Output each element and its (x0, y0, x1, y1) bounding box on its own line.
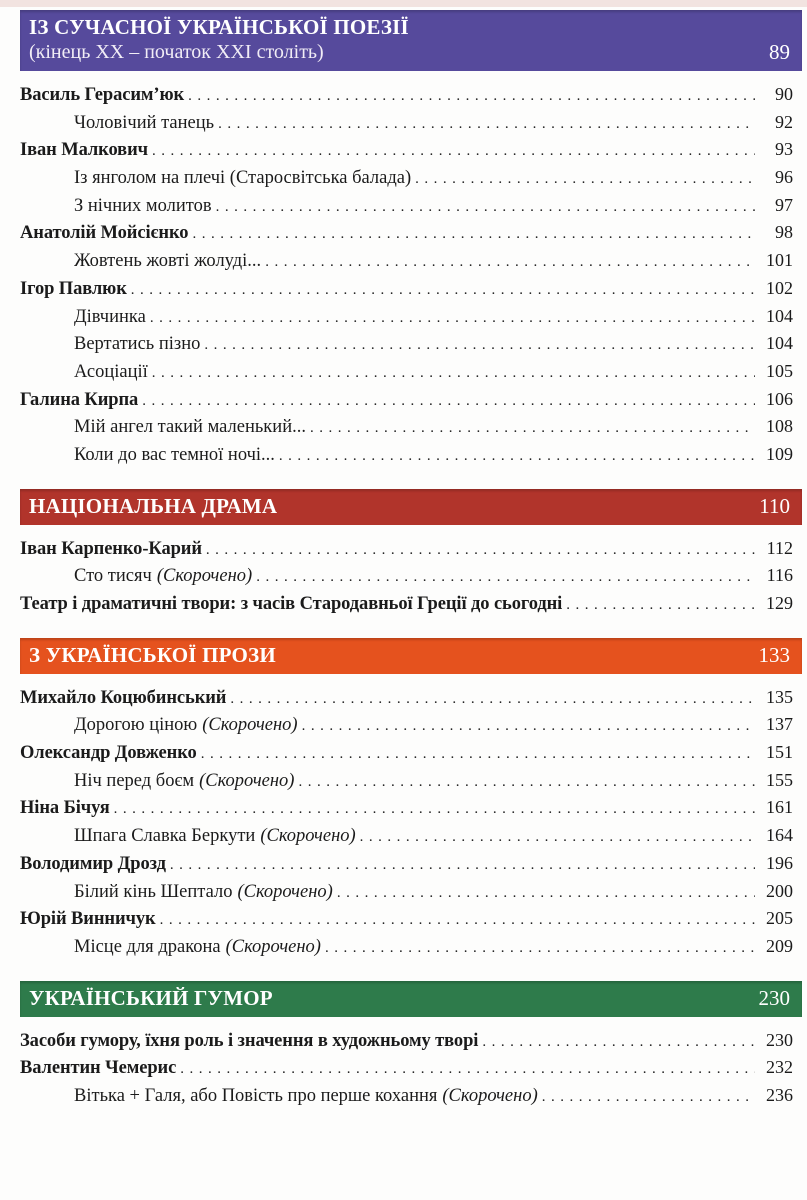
dot-leader (265, 248, 755, 277)
entry-page-number: 232 (766, 1057, 793, 1078)
scan-edge-artifact (0, 0, 807, 7)
entry-title: Дорогою ціною (Скорочено) (74, 715, 298, 736)
entry-title: Вітька + Галя, або Повість про перше кохання (Скорочено) (74, 1085, 538, 1106)
toc-entry (20, 1082, 793, 1110)
entry-title: Жовтень жовті жолуді... (74, 251, 262, 272)
entry-title-note: (Скорочено) (237, 881, 333, 902)
section-subtitle: (кінець XX – початок XXI століть) (29, 41, 324, 63)
entry-page-number: 209 (766, 935, 793, 956)
entry-page-number: 236 (766, 1084, 793, 1105)
entry-page-number: 97 (775, 194, 793, 215)
dot-leader (204, 331, 755, 360)
toc-entry (20, 303, 793, 331)
entry-title-note: (Скорочено) (260, 826, 356, 847)
section-title: ІЗ СУЧАСНОЇ УКРАЇНСЬКОЇ ПОЕЗІЇ (29, 15, 409, 39)
dot-leader (256, 563, 755, 592)
toc-entry (20, 794, 793, 822)
toc-entry (20, 711, 793, 739)
entry-page-number: 151 (766, 742, 793, 763)
entry-page-number: 104 (766, 305, 793, 326)
entry-title: Дівчинка (74, 306, 146, 327)
section-header-suchasna-poeziya (20, 10, 802, 71)
entry-page-number: 108 (766, 416, 793, 437)
entry-title-note: (Скорочено) (156, 566, 253, 587)
toc-entry (20, 192, 793, 220)
toc-entry (20, 275, 793, 303)
entry-page-number: 161 (766, 797, 793, 818)
entry-page-number: 116 (766, 565, 793, 586)
entry-page-number: 102 (766, 277, 793, 298)
entry-title-note: (Скорочено) (442, 1085, 538, 1106)
entry-page-number: 230 (766, 1029, 793, 1050)
toc-entry (20, 164, 793, 192)
dot-leader (360, 823, 755, 852)
section-title: НАЦІОНАЛЬНА ДРАМА (29, 493, 278, 518)
entry-title: Місце для дракона (Скорочено) (74, 936, 321, 957)
entry-title: Ігор Павлюк (20, 278, 127, 299)
entry-title: Вертатись пізно (74, 334, 201, 355)
entry-title: Засоби гумору, їхня роль і значення в художньому творі (20, 1030, 479, 1051)
dot-leader (188, 82, 755, 111)
toc-entry (20, 933, 793, 961)
dot-leader (337, 879, 755, 908)
entry-title: Іван Малкович (20, 140, 148, 161)
entry-title: Сто тисяч (Скорочено) (74, 566, 253, 587)
toc-entry (20, 878, 793, 906)
toc-entry (20, 441, 793, 469)
dot-leader (482, 1028, 755, 1057)
dot-leader (206, 536, 755, 565)
entry-title: Валентин Чемерис (20, 1058, 177, 1079)
dot-leader (192, 220, 755, 249)
toc-entry (20, 767, 793, 795)
dot-leader (142, 387, 755, 416)
entry-title: Шпага Славка Беркути (Скорочено) (74, 826, 356, 847)
section-entries-ukrainska-proza (20, 684, 793, 961)
entry-title: Із янголом на плечі (Старосвітська балада) (74, 168, 412, 189)
entry-page-number: 155 (766, 769, 793, 790)
toc-entry (20, 136, 793, 164)
entry-title-note: (Скорочено) (202, 715, 298, 736)
dot-leader (230, 685, 755, 714)
entry-title: Асоціації (74, 361, 148, 382)
entry-page-number: 129 (766, 593, 793, 613)
toc-entry (20, 109, 793, 137)
entry-page-number: 92 (775, 111, 793, 132)
dot-leader (152, 359, 755, 388)
toc-entry (20, 562, 793, 590)
dot-leader (325, 934, 755, 963)
entry-page-number: 106 (766, 388, 793, 409)
toc-entry (20, 684, 793, 712)
dot-leader (180, 1055, 755, 1084)
toc-entry (20, 330, 793, 358)
entry-page-number: 200 (766, 880, 793, 901)
section-page-number: 110 (759, 493, 790, 518)
toc-entry (20, 358, 793, 386)
entry-page-number: 137 (766, 714, 793, 735)
dot-leader (216, 193, 755, 222)
dot-leader (218, 110, 755, 139)
dot-leader (298, 768, 755, 797)
section-page-number: 89 (769, 40, 790, 64)
dot-leader (114, 795, 755, 824)
section-page-number: 133 (758, 642, 790, 667)
entry-page-number: 96 (775, 167, 793, 188)
entry-title: Ніч перед боєм (Скорочено) (74, 770, 295, 791)
dot-leader (310, 414, 755, 443)
toc-entry (20, 739, 793, 767)
toc-entry (20, 247, 793, 275)
entry-title: З нічних молитов (74, 195, 212, 216)
section-header-natsionalna-drama (20, 489, 802, 525)
dot-leader (150, 304, 755, 333)
entry-title-note: (Скорочено) (225, 936, 321, 957)
toc-entry (20, 822, 793, 850)
dot-leader (279, 442, 755, 471)
dot-leader (152, 137, 755, 166)
entry-page-number: 135 (766, 686, 793, 707)
toc-entry (20, 81, 793, 109)
toc-entry (20, 219, 793, 247)
entry-page-number: 93 (775, 139, 793, 160)
toc-entry (20, 905, 793, 933)
toc-entry (20, 386, 793, 414)
entry-page-number: 90 (775, 84, 793, 104)
toc-entry (20, 850, 793, 878)
entry-title-note: (Скорочено) (199, 770, 295, 791)
dot-leader (160, 906, 755, 935)
toc-entry (20, 535, 793, 563)
dot-leader (131, 276, 755, 305)
section-entries-natsionalna-drama (20, 535, 793, 618)
section-page-number: 230 (758, 985, 790, 1010)
dot-leader (302, 712, 755, 741)
entry-page-number: 164 (766, 825, 793, 846)
dot-leader (566, 591, 755, 620)
section-entries-suchasna-poeziya (20, 81, 793, 469)
section-header-titles (29, 14, 409, 65)
entry-page-number: 196 (766, 852, 793, 873)
entry-title: Білий кінь Шептало (Скорочено) (74, 881, 333, 902)
entry-title: Коли до вас темної ночі... (74, 444, 275, 465)
toc-entry (20, 590, 793, 618)
toc-entry (20, 1054, 793, 1082)
entry-title: Галина Кирпа (20, 389, 139, 410)
section-header-ukrainska-proza (20, 638, 802, 674)
entry-title: Театр і драматичні твори: з часів Стародавньої Греції до сьогодні (20, 594, 563, 614)
toc-entry (20, 1027, 793, 1055)
entry-page-number: 105 (766, 360, 793, 381)
entry-page-number: 205 (766, 908, 793, 929)
section-header-titles (29, 493, 277, 519)
section-entries-ukrainskyi-humor (20, 1027, 793, 1110)
entry-page-number: 109 (766, 443, 793, 464)
entry-title: Ніна Бічуя (20, 798, 110, 819)
entry-page-number: 104 (766, 333, 793, 354)
dot-leader (542, 1083, 755, 1112)
entry-page-number: 98 (775, 222, 793, 243)
entry-title: Мій ангел такий маленький... (74, 417, 306, 438)
dot-leader (201, 740, 755, 769)
toc-sections (0, 10, 807, 1110)
entry-title: Володимир Дрозд (20, 853, 166, 874)
entry-title: Юрій Винничук (20, 909, 156, 930)
section-title: УКРАЇНСЬКИЙ ГУМОР (29, 985, 273, 1010)
section-title: З УКРАЇНСЬКОЇ ПРОЗИ (29, 642, 276, 667)
dot-leader (415, 165, 755, 194)
dot-leader (170, 851, 755, 880)
entry-title: Олександр Довженко (20, 743, 197, 764)
entry-title: Михайло Коцюбинський (20, 687, 227, 708)
entry-title: Іван Карпенко-Карий (20, 538, 202, 559)
section-header-titles (29, 985, 273, 1011)
entry-page-number: 112 (766, 537, 793, 558)
section-header-ukrainskyi-humor (20, 981, 802, 1017)
toc-entry (20, 413, 793, 441)
entry-title: Чоловічий танець (74, 112, 215, 133)
entry-page-number: 101 (766, 250, 793, 271)
entry-title: Анатолій Мойсієнко (20, 223, 189, 244)
entry-title: Василь Герасим’юк (20, 85, 185, 105)
section-header-titles (29, 642, 276, 668)
